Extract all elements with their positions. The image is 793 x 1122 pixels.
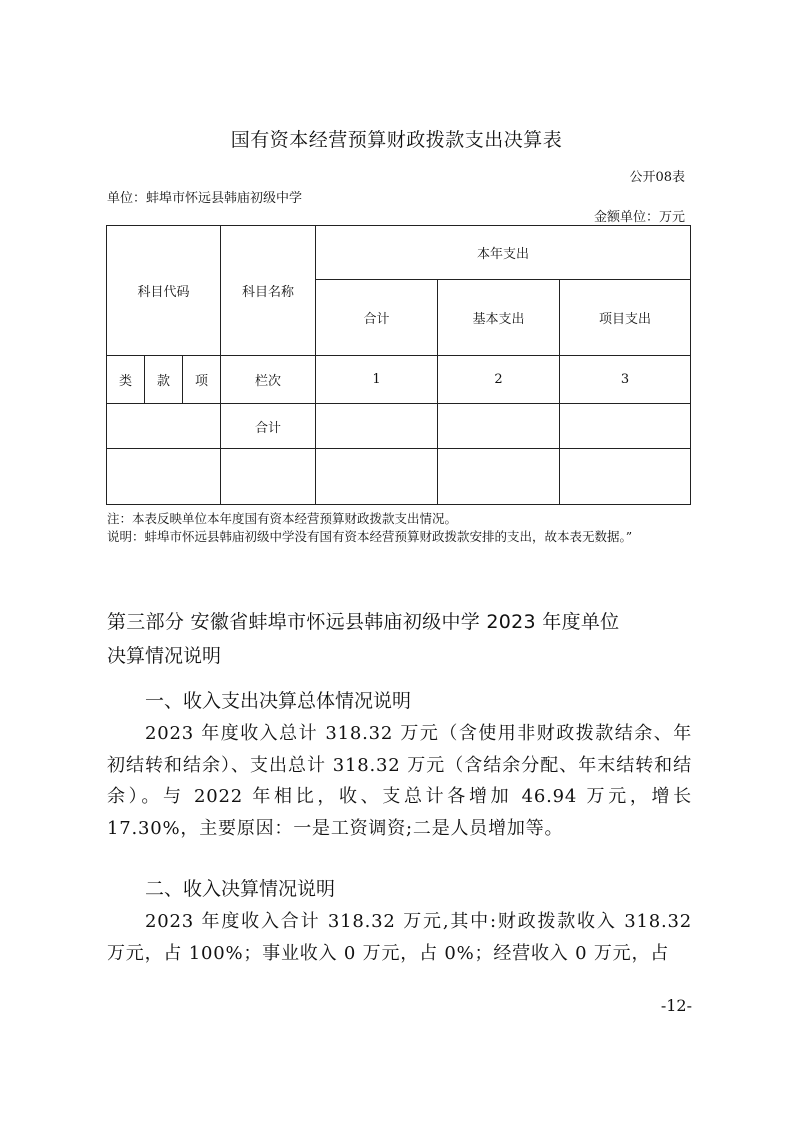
empty-row-cell [316,449,438,505]
table-row [107,449,691,505]
part-three-heading-line2: 决算情况说明 [107,645,222,667]
section1-heading: 一、收入支出决算总体情况说明 [145,690,412,712]
header-subject-code: 科目代码 [107,226,221,356]
expenditure-table [106,225,691,505]
header-kuan: 款 [145,356,183,404]
money-unit-label: 金额单位：万元 [593,210,685,225]
table-row [107,404,691,449]
table-note: 注：本表反映单位本年度国有资本经营预算财政拨款支出情况。 [107,511,458,526]
section1-paragraph: 2023 年度收入总计 318.32 万元（含使用非财政拨款结余、年初结转和结余）、支出总计 318.32 万元（含结余分配、年末结转和结余）。与 2022 年相比，收、支总计各增加 46.94 万元，增长 17.30%，主要原因：一是工资调资;二是人员增加等。 [107,723,692,839]
header-basic-expenditure: 基本支出 [438,280,560,356]
empty-row-cell [560,449,691,505]
total-row-cell [316,404,438,449]
section2-paragraph: 2023 年度收入合计 318.32 万元,其中:财政拨款收入 318.32 万元，占 100%；事业收入 0 万元，占 0%；经营收入 0 万元，占 [107,911,692,964]
empty-row-cell [438,449,560,505]
total-row-cell [560,404,691,449]
page-number: -12- [660,996,692,1015]
header-xiang: 项 [183,356,221,404]
lanci-2: 2 [438,356,560,404]
table-title: 国有资本经营预算财政拨款支出决算表 [230,129,563,151]
header-total: 合计 [316,280,438,356]
part-three-heading-line1: 第三部分 安徽省蚌埠市怀远县韩庙初级中学 2023 年度单位 [107,611,620,633]
table-explanation: 说明：蚌埠市怀远县韩庙初级中学没有国有资本经营预算财政拨款安排的支出，故本表无数据。” [107,529,633,544]
header-project-expenditure: 项目支出 [560,280,691,356]
row-lanci-label: 栏次 [221,356,316,404]
section2-heading: 二、收入决算情况说明 [145,878,336,900]
header-current-year-expenditure: 本年支出 [316,226,691,280]
header-subject-name: 科目名称 [221,226,316,356]
part-three-heading [107,605,692,673]
lanci-3: 3 [560,356,691,404]
unit-label: 单位：蚌埠市怀远县韩庙初级中学 [107,191,303,206]
header-lei: 类 [107,356,145,404]
total-row-code [107,404,221,449]
form-number: 公开08表 [629,170,685,185]
lanci-1: 1 [316,356,438,404]
total-row-cell [438,404,560,449]
empty-row-cell [221,449,316,505]
total-row-label: 合计 [221,404,316,449]
empty-row-cell [107,449,221,505]
